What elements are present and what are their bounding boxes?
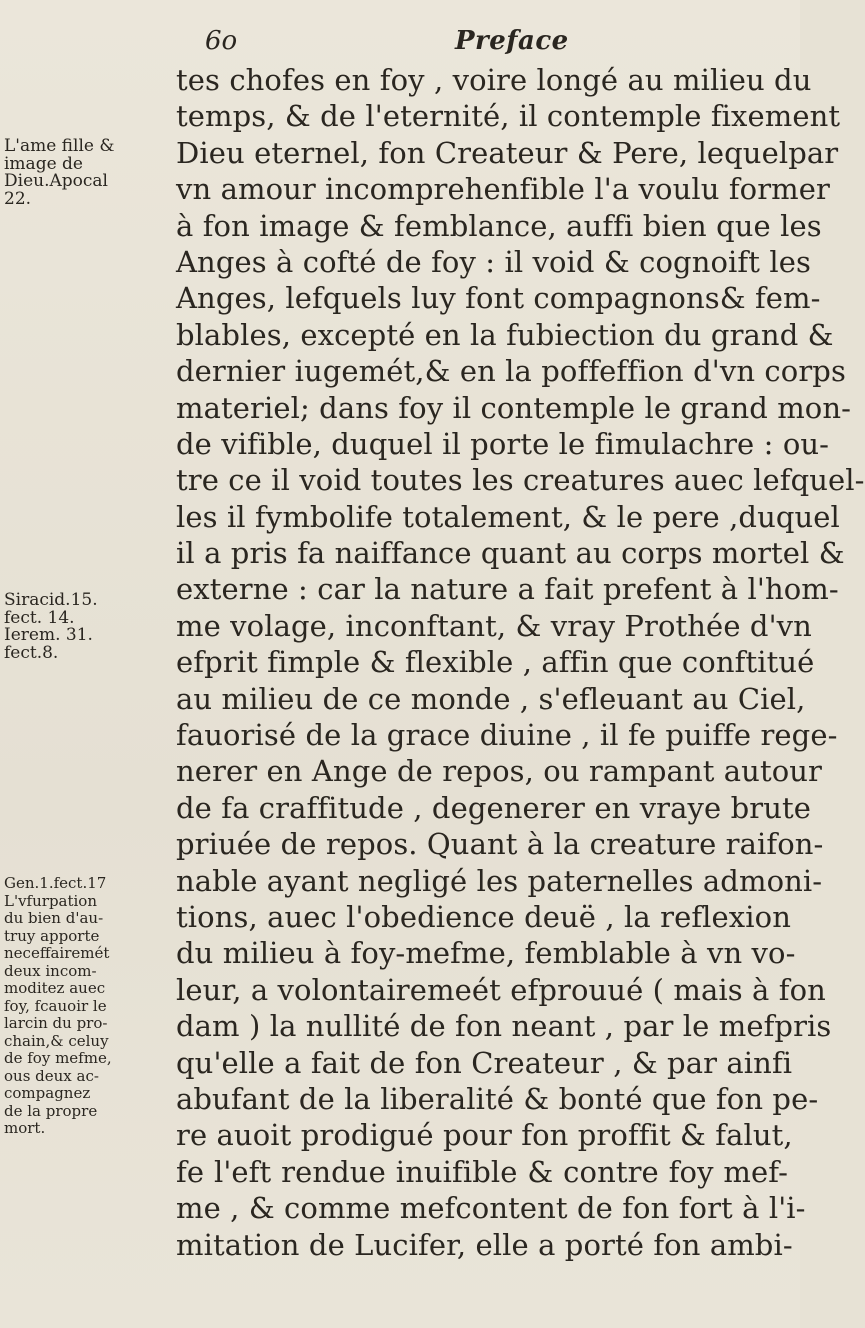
margin-line: L'ame fille & [4,136,115,156]
margin-line: moditez auec [4,979,106,997]
text-line: vn amour incomprehenfible l'a voulu former [176,172,830,207]
text-line: blables, excepté en la fubiection du grand & [176,317,834,352]
text-line: nable ayant negligé les paternelles admoni- [176,863,823,898]
text-line: de vifible, duquel il porte le fimulachre : ou- [176,426,830,461]
margin-line: de foy mefme, [4,1049,112,1067]
margin-line: ous deux ac- [4,1066,99,1085]
text-line: au milieu de ce monde , s'efleuant au Ciel, [176,681,806,716]
text-line: fauorisé de la grace diuine , il fe puiffe rege- [176,718,838,753]
margin-line: truy apporte [4,926,100,945]
text-line: tions, auec l'obedience deuë , la reflexion [176,899,791,934]
text-line: qu'elle a fait de fon Createur , & par ainfi [176,1045,793,1080]
text-line: externe : car la nature a fait prefent à l'hom- [176,572,839,607]
text-line: Dieu eternel, fon Createur & Pere, lequelpar [176,135,839,170]
margin-line: larcin du pro- [4,1014,108,1032]
text-line: me volage, inconftant, & vray Prothée d'vn [176,608,812,643]
text-line: me , & comme mefcontent de fon fort à l'i- [176,1191,806,1226]
margin-line: neceffairemét [4,944,110,962]
text-line: dernier iugemét,& en la poffeffion d'vn corps [176,354,846,389]
margin-line: mort. [4,1119,46,1137]
text-line: efprit fimple & flexible , affin que conftitué [176,645,815,680]
margin-line: L'vfurpation [4,891,98,910]
margin-line: de la propre [4,1101,98,1120]
text-line: re auoit prodigué pour fon proffit & falut, [176,1118,793,1153]
running-title: Preface [455,26,569,56]
text-line: il a pris fa naiffance quant au corps mortel & [176,536,845,571]
margin-line: du bien d'au- [4,909,104,927]
margin-line: Dieu.Apocal [4,171,108,191]
text-line: de fa craffitude , degenerer en vraye brute [176,790,812,825]
margin-line: 22. [4,188,32,209]
text-line: Anges à cofté de foy : il void & cognoift les [176,244,811,279]
text-line: à fon image & femblance, auffi bien que les [176,208,822,243]
main-text-block [176,62,865,1263]
margin-line: fect. 14. [4,607,75,628]
margin-line: Ierem. 31. [4,625,93,645]
text-line: priuée de repos. Quant à la creature raifon- [176,827,824,862]
margin-line: Gen.1.fect.17 [4,874,107,892]
text-line: Anges, lefquels luy font compagnons& fem- [176,281,821,316]
page-number: 6o [205,26,238,56]
page-header [0,18,800,62]
text-line: dam ) la nullité de fon neant , par le mefpris [176,1009,832,1044]
margin-line: image de [4,153,83,174]
text-line: temps, & de l'eternité, il contemple fixement [176,99,841,134]
marginal-note-2 [4,592,164,662]
margin-line: Siracid.15. [4,590,98,610]
text-line: materiel; dans foy il contemple le grand mon- [176,390,852,425]
text-line: tes chofes en foy , voire longé au milieu du [176,63,812,97]
text-line: tre ce il void toutes les creatures auec lefquel- [176,463,865,498]
text-line: abufant de la liberalité & bonté que fon pe- [176,1081,819,1116]
text-line: nerer en Ange de repos, ou rampant autour [176,754,823,789]
text-line: les il fymbolife totalement, & le pere ,duquel [176,499,840,534]
text-line: mitation de Lucifer, elle a porté fon ambi- [176,1227,793,1262]
marginal-note-3 [4,875,164,1138]
margin-line: deux incom- [4,961,97,980]
text-line: du milieu à foy-mefme, femblable à vn vo- [176,936,796,971]
marginal-note-1 [4,138,164,208]
text-line: fe l'eft rendue inuifible & contre foy mef- [176,1154,788,1189]
margin-line: foy, fcauoir le [4,996,107,1015]
margin-line: compagnez [4,1084,91,1102]
margin-line: fect.8. [4,642,59,663]
text-line: leur, a volontairemeét efprouué ( mais à fon [176,972,826,1007]
margin-line: chain,& celuy [4,1031,109,1050]
